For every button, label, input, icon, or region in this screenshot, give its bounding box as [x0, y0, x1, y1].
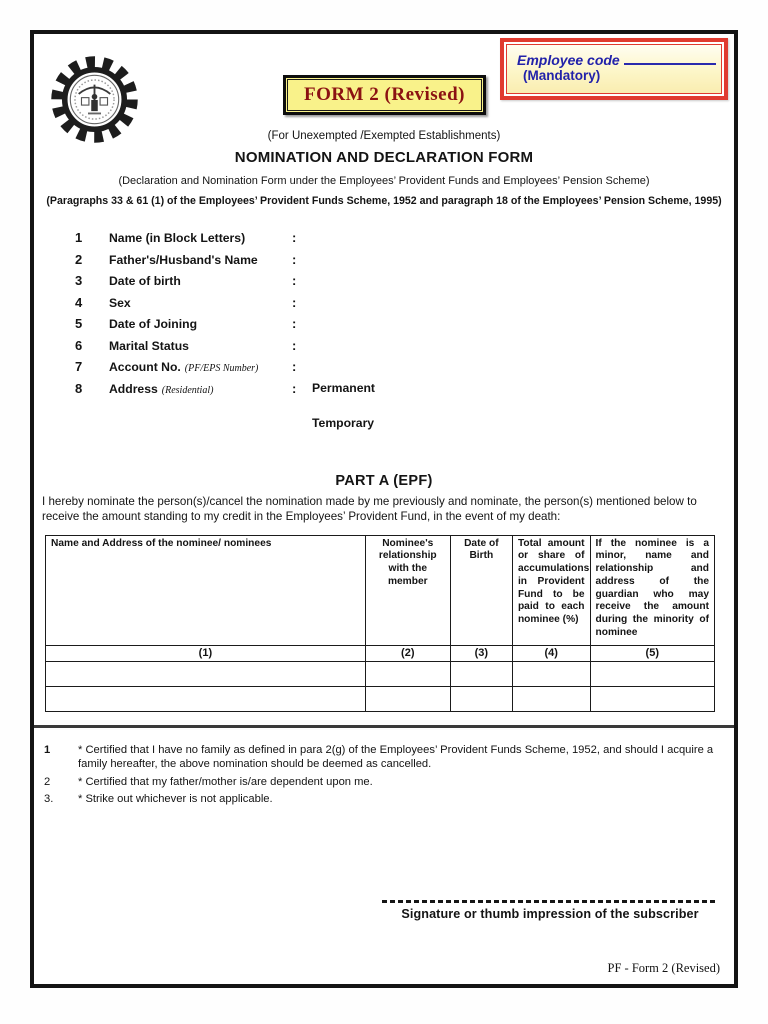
signature-line [382, 900, 718, 903]
note-text: * Strike out whichever is not applicable. [78, 793, 273, 806]
personal-field-row [34, 381, 734, 403]
field-number: 6 [75, 337, 83, 353]
header-text-block [34, 130, 734, 207]
field-label: Date of Joining [109, 317, 198, 331]
page-title: NOMINATION AND DECLARATION FORM [234, 149, 534, 166]
employee-code-mandatory: (Mandatory) [523, 68, 601, 83]
nominee-table-header-row [46, 535, 715, 645]
field-number: 8 [75, 380, 83, 396]
nominee-table-header-cell: If the nominee is a minor, name and relationship and address of the guardian who may receive the amount during the minority of nominee [590, 535, 714, 645]
nominee-table-blank-cell [450, 661, 512, 686]
nominee-table-header-cell: Nominee's relationship with the member [365, 535, 450, 645]
field-label: Name (in Block Letters) [109, 231, 246, 245]
field-colon: : [292, 251, 297, 267]
nominee-table-index-cell: (3) [450, 645, 512, 661]
personal-field-row [34, 295, 734, 317]
note-row [34, 775, 734, 790]
employee-code-label: Employee code [517, 52, 620, 68]
personal-field-row [34, 359, 734, 381]
employee-code-line [517, 52, 711, 68]
form-footer: PF - Form 2 (Revised) [607, 960, 720, 975]
nominee-table-header-cell: Date of Birth [450, 535, 512, 645]
note-number: 2 [44, 775, 51, 788]
note-row [34, 743, 734, 772]
field-colon: : [292, 337, 297, 353]
nominee-table-blank-cell [46, 661, 366, 686]
section-divider [34, 725, 734, 728]
nominee-table-blank-cell [512, 661, 590, 686]
field-number: 7 [75, 359, 83, 374]
field-number: 4 [75, 294, 83, 310]
form-title-box [283, 75, 486, 115]
nominee-table-blank-cell [46, 686, 366, 711]
part-a-heading: PART A (EPF) [335, 473, 433, 489]
form-header [34, 34, 734, 230]
nominee-table-blank-cell [450, 686, 512, 711]
employee-code-blank-line [624, 63, 716, 65]
part-a-intro: I hereby nominate the person(s)/cancel the nomination made by me previously and nominate, the person(s) mentioned below to receive the amount standing to my credit in the Employees’ Provident Fund, in the event of my death: [42, 495, 697, 524]
nominee-table-body [46, 535, 715, 711]
field-label: Father's/Husband's Name [109, 252, 258, 267]
nominee-table-blank-cell [590, 661, 714, 686]
field-number: 1 [75, 230, 83, 245]
personal-field-row [34, 273, 734, 295]
note-number: 3. [44, 793, 54, 806]
establishments-subtitle: (For Unexempted /Exempted Establishments) [267, 130, 501, 142]
note-text: * Certified that my father/mother is/are dependent upon me. [78, 775, 373, 788]
nominee-table-blank-row [46, 661, 715, 686]
field-label: Sex [109, 295, 131, 310]
personal-field-row [34, 252, 734, 274]
certification-notes [34, 743, 734, 807]
nominee-table-index-cell: (2) [365, 645, 450, 661]
nominee-table [45, 535, 715, 712]
nominee-table-header-cell: Name and Address of the nominee/ nominees [46, 535, 366, 645]
field-colon: : [292, 273, 297, 288]
field-value: Permanent [312, 380, 375, 395]
employee-code-box [500, 38, 728, 100]
field-number: 5 [75, 316, 83, 331]
field-label: Date of birth [109, 274, 181, 288]
note-number: 1 [44, 743, 51, 756]
personal-field-row [34, 316, 734, 338]
field-colon: : [292, 316, 297, 331]
nominee-table-blank-cell [512, 686, 590, 711]
paragraphs-subtitle: (Paragraphs 33 & 61 (1) of the Employees’ Provident Funds Scheme, 1952 and paragraph 18 of the Employees’ Pension Scheme, 1995) [46, 195, 722, 207]
field-colon: : [292, 230, 297, 245]
signature-label: Signature or thumb impression of the subscriber [401, 906, 699, 921]
nominee-table-blank-cell [590, 686, 714, 711]
note-row [34, 792, 734, 807]
field-number: 3 [75, 273, 83, 288]
nominee-table-blank-cell [365, 686, 450, 711]
field-number: 2 [75, 251, 83, 267]
scheme-subtitle: (Declaration and Nomination Form under the Employees’ Provident Funds and Employees’ Pension Scheme) [118, 175, 650, 187]
form-border-frame [30, 30, 738, 988]
nominee-table-header-cell: Total amount or share of accumulations in Provident Fund to be paid to each nominee (%) [512, 535, 590, 645]
nominee-table-blank-row [46, 686, 715, 711]
field-label: Marital Status [109, 338, 189, 353]
signature-block [382, 900, 718, 921]
field-colon: : [292, 359, 297, 374]
nominee-table-index-cell: (4) [512, 645, 590, 661]
field-note: (Residential) [161, 384, 214, 396]
form-title-text: FORM 2 (Revised) [303, 84, 466, 105]
personal-field-row [34, 230, 734, 252]
field-colon: : [292, 294, 297, 310]
nominee-table-index-row [46, 645, 715, 661]
field-label: Account No. [109, 360, 181, 374]
nominee-table-index-cell: (5) [590, 645, 714, 661]
field-note: (PF/EPS Number) [184, 363, 259, 374]
personal-fields [34, 230, 734, 402]
note-text: * Certified that I have no family as defined in para 2(g) of the Employees’ Provident Funds Scheme, 1952, and should I acquire a family hereafter, the above nomination should be deemed as cancelled. [78, 743, 714, 771]
personal-field-row [34, 338, 734, 360]
employee-code-box-inner [506, 44, 722, 94]
address-temporary-label: Temporary [312, 416, 375, 430]
address-temporary-row [34, 416, 734, 432]
nominee-table-index-cell: (1) [46, 645, 366, 661]
nominee-table-blank-cell [365, 661, 450, 686]
field-colon: : [292, 380, 297, 396]
field-label: Address [109, 381, 158, 396]
